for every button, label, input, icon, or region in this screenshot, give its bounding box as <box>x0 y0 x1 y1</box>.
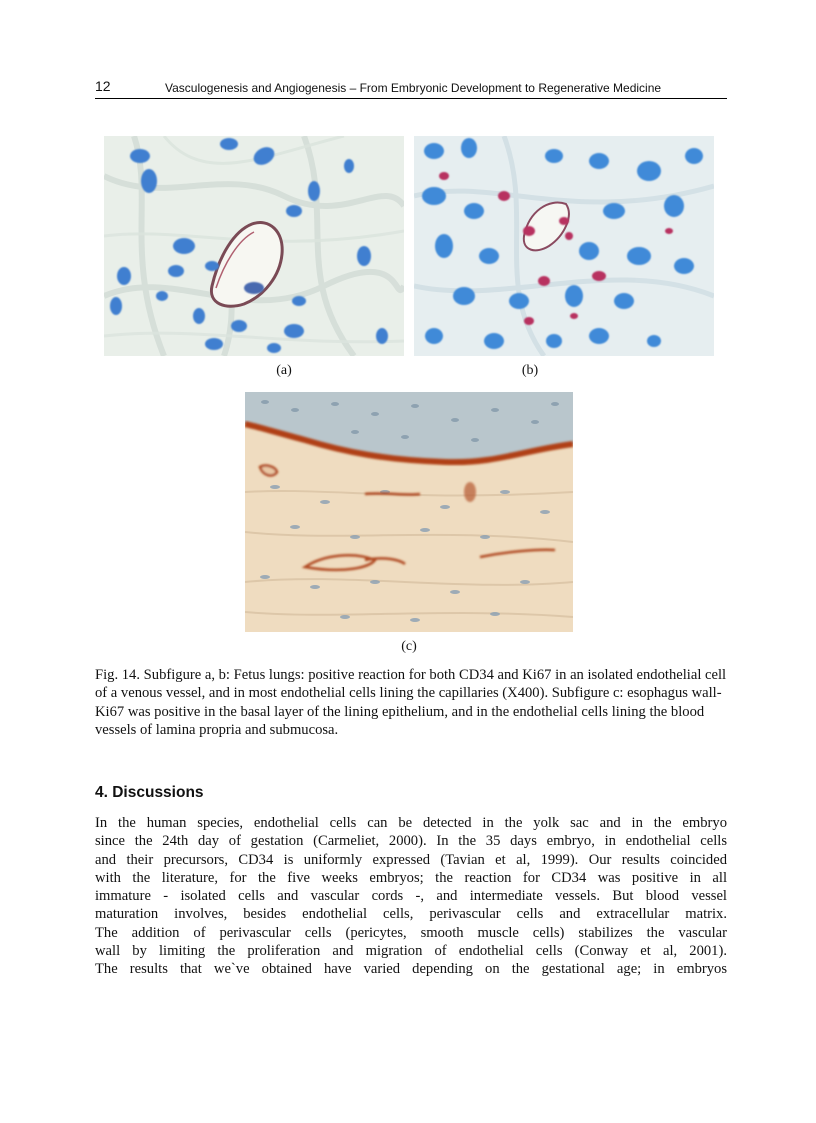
paragraph-line: with the literature, for the five weeks embryos; the reaction for CD34 was positive in all <box>95 869 727 886</box>
running-header <box>95 78 727 99</box>
paragraph-line: and their precursors, CD34 is uniformly expressed (Tavian et al, 1999). Our results coincided <box>95 851 727 868</box>
micrograph-panel-b <box>414 136 714 356</box>
paragraph-line: wall by limiting the proliferation and migration of endothelial cells (Conway et al, 2001). <box>95 943 727 960</box>
paragraph-line: since the 24th day of gestation (Carmeliet, 2000). In the 35 days embryo, in endothelial cells <box>95 833 727 850</box>
body-paragraph <box>95 814 727 979</box>
paragraph-line: immature - isolated cells and vascular cords -, and intermediate vessels. But blood vessel <box>95 888 727 905</box>
section-heading: 4. Discussions <box>95 784 204 801</box>
paragraph-line: The addition of perivascular cells (pericytes, smooth muscle cells) stabilizes the vascular <box>95 924 727 941</box>
micrograph-a-image <box>104 136 404 356</box>
paragraph-line: maturation involves, besides endothelial cells, perivascular cells and extracellular matrix. <box>95 906 727 923</box>
paragraph-line: The results that we`ve obtained have varied depending on the gestational age; in embryos <box>95 961 727 978</box>
micrograph-c-image <box>245 392 573 632</box>
page-number: 12 <box>95 78 111 94</box>
subfigure-label-a: (a) <box>276 363 292 378</box>
micrograph-panel-a <box>104 136 404 356</box>
micrograph-b-image <box>414 136 714 356</box>
running-title: Vasculogenesis and Angiogenesis – From Embryonic Development to Regenerative Medicine <box>165 81 662 95</box>
subfigure-label-c: (c) <box>401 639 417 654</box>
paragraph-line: In the human species, endothelial cells can be detected in the yolk sac and in the embryo <box>95 815 727 831</box>
figure-caption: Fig. 14. Subfigure a, b: Fetus lungs: positive reaction for both CD34 and Ki67 in an isolated endothelial cell of a venous vessel, and in most endothelial cells lining the capillaries (X400). Subfigure c: esophagus wall- Ki67 was positive in the basal layer of the lining epithelium, and in the endothelial cells lining the blood vessels of lamina propria and submucosa. <box>95 667 727 738</box>
subfigure-label-b: (b) <box>521 363 539 378</box>
micrograph-panel-c <box>245 392 573 632</box>
